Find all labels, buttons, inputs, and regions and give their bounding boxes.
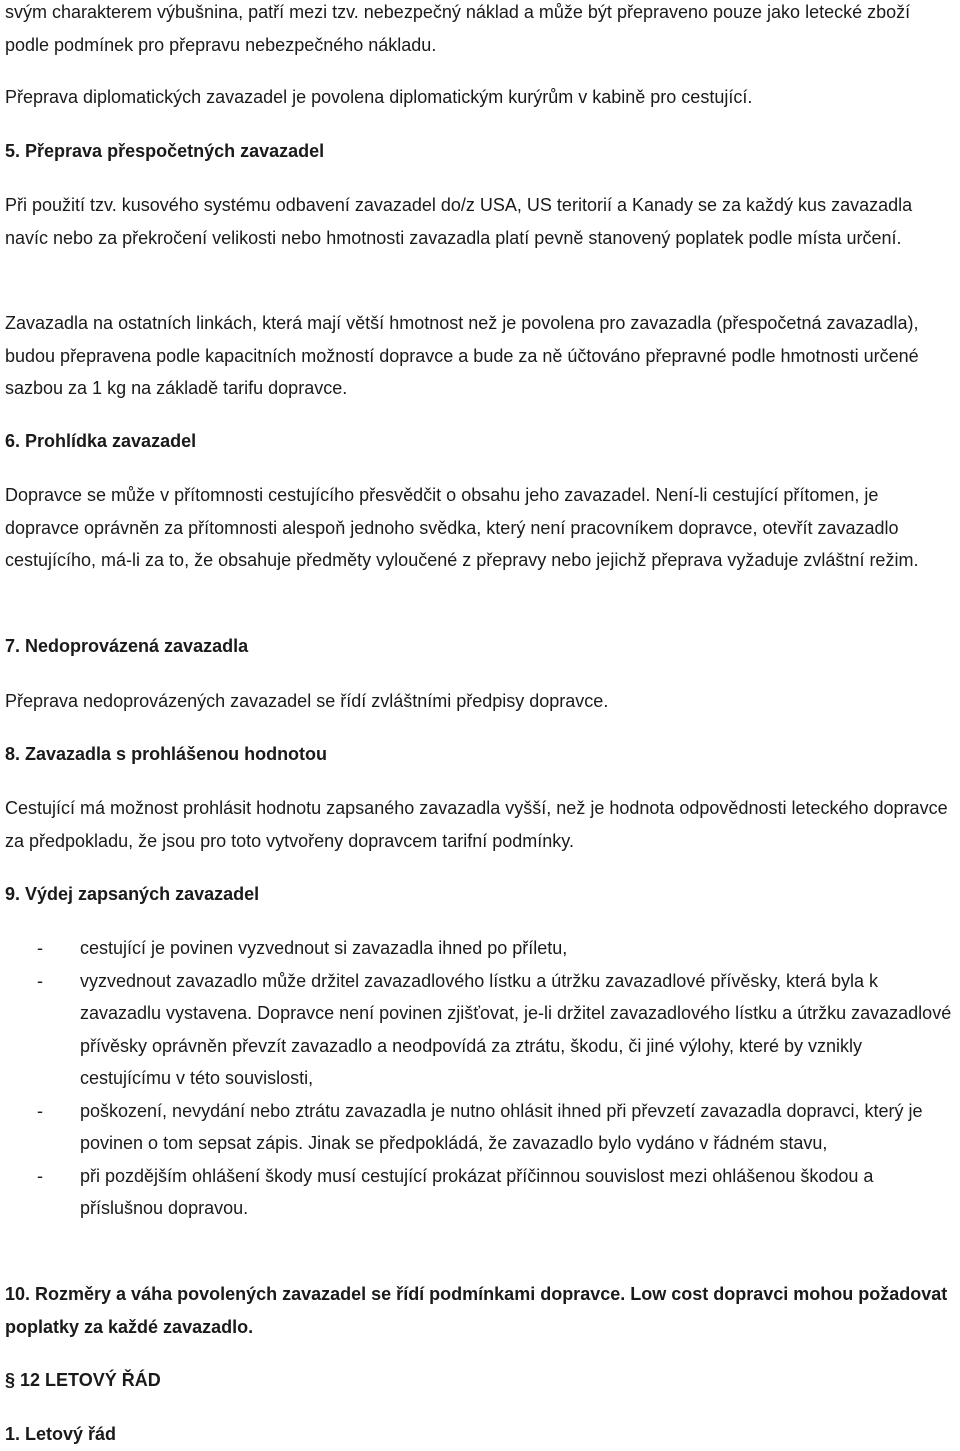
list-item — [5, 965, 957, 1095]
list-item — [5, 1160, 957, 1225]
list-item-text: vyzvednout zavazadlo může držitel zavazadlového lístku a útržku zavazadlové přívěsky, která byla k zavazadlu vystavena. Dopravce není povinen zjišťovat, je-li držitel zavazadlového lístku a útržku zavazadlové přívěsky oprávněn převzít zavazadlo a neodpovídá za ztrátu, škodu, či jiné výlohy, které by vznikly cestujícímu v této souvislosti, — [80, 970, 952, 1088]
section-7-heading: 7. Nedoprovázená zavazadla — [5, 636, 249, 656]
intro-paragraph: svým charakterem výbušnina, patří mezi tzv. nebezpečný náklad a může být přepraveno pouze jako letecké zboží podle podmínek pro přepravu nebezpečného nákladu. — [5, 2, 911, 55]
list-item-text: cestující je povinen vyzvednout si zavazadla ihned po příletu, — [80, 938, 568, 958]
section-6-heading: 6. Prohlídka zavazadel — [5, 431, 197, 451]
section-10-paragraph: 10. Rozměry a váha povolených zavazadel se řídí podmínkami dopravce. Low cost dopravci mohou požadovat poplatky za každé zavazadlo. — [5, 1284, 948, 1337]
section-8-paragraph: Cestující má možnost prohlásit hodnotu zapsaného zavazadla vyšší, než je hodnota odpovědnosti leteckého dopravce za předpokladu, že jsou pro toto vytvořeny dopravcem tarifní podmínky. — [5, 798, 948, 851]
diplomatic-baggage-paragraph: Přeprava diplomatických zavazadel je povolena diplomatickým kurýrům v kabině pro cestující. — [5, 87, 753, 107]
list-item — [5, 1095, 957, 1160]
section-5-paragraph-2: Zavazadla na ostatních linkách, která mají větší hmotnost než je povolena pro zavazadla (přespočetná zavazadla), budou přepravena podle kapacitních možností dopravce a bude za ně účtováno přepravné podle hmotnosti určené sazbou za 1 kg na základě tarifu dopravce. — [5, 313, 919, 398]
section-8-heading: 8. Zavazadla s prohlášenou hodnotou — [5, 744, 328, 764]
section-6-paragraph: Dopravce se může v přítomnosti cestujícího přesvědčit o obsahu jeho zavazadel. Není-li cestující přítomen, je dopravce oprávněn za přítomnosti alespoň jednoho svědka, který není pracovníkem dopravce, otevřít zavazadlo cestujícího, má-li za to, že obsahuje předměty vyloučené z přepravy nebo jejichž přeprava vyžaduje zvláštní režim. — [5, 485, 919, 570]
list-item-text: poškození, nevydání nebo ztrátu zavazadla je nutno ohlásit ihned při převzetí zavazadla dopravci, který je povinen o tom sepsat zápis. Jinak se předpokládá, že zavazadlo bylo vydáno v řádném stavu, — [80, 1100, 923, 1153]
dash-marker: - — [37, 970, 43, 991]
section-7-paragraph: Přeprava nedoprovázených zavazadel se řídí zvláštními předpisy dopravce. — [5, 691, 609, 711]
list-item-text: při pozdějším ohlášení škody musí cestující prokázat příčinnou souvislost mezi ohlášenou škodou a příslušnou dopravou. — [80, 1165, 874, 1218]
dash-marker: - — [37, 1100, 43, 1121]
section-9-list — [5, 932, 957, 1225]
subsection-1-heading: 1. Letový řád — [5, 1424, 117, 1444]
section-5-paragraph-1: Při použití tzv. kusového systému odbavení zavazadel do/z USA, US teritorií a Kanady se za každý kus zavazadla navíc nebo za překročení velikosti nebo hmotnosti zavazadla platí pevně stanovený poplatek podle místa určení. — [5, 195, 913, 248]
dash-marker: - — [37, 938, 43, 958]
section-5-heading: 5. Přeprava přespočetných zavazadel — [5, 141, 325, 161]
dash-marker: - — [37, 1165, 43, 1186]
chapter-12-heading: § 12 LETOVÝ ŘÁD — [5, 1370, 161, 1390]
list-item — [5, 932, 957, 965]
section-9-heading: 9. Výdej zapsaných zavazadel — [5, 884, 260, 904]
